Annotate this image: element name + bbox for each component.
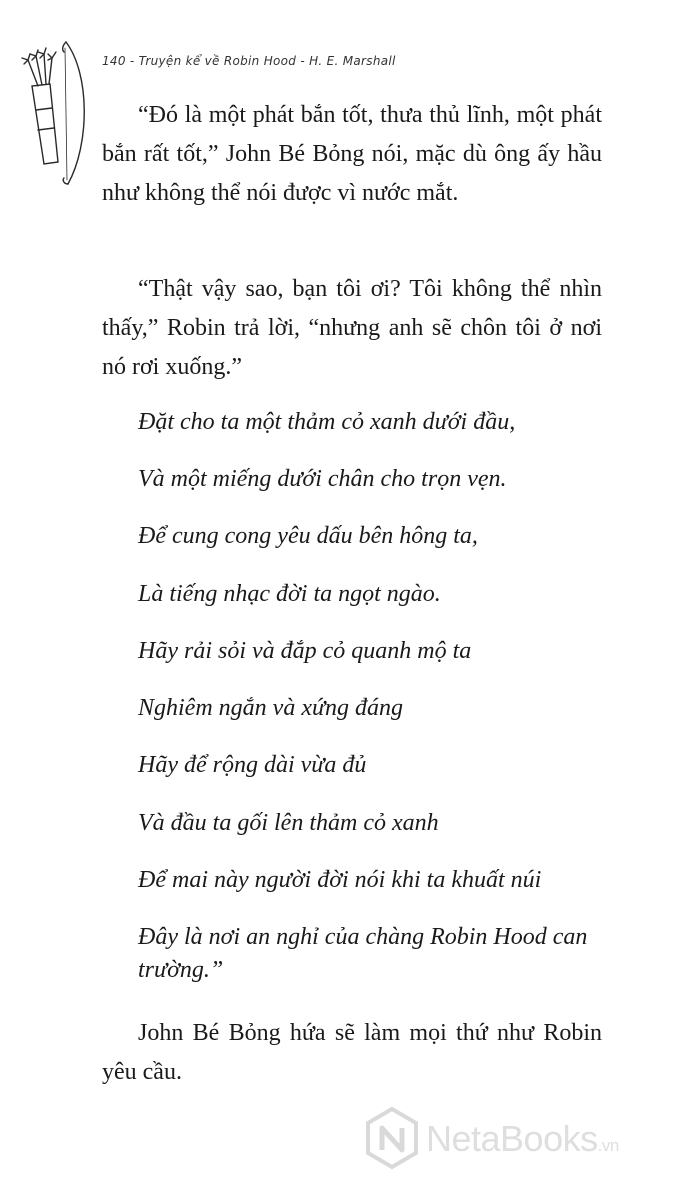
verse-line: Và một miếng dưới chân cho trọn vẹn. — [138, 466, 507, 492]
verse-line: Hãy rải sỏi và đắp cỏ quanh mộ ta — [138, 638, 472, 664]
watermark-text: NetaBooks.vn — [426, 1118, 619, 1159]
running-header: 140 - Truyện kể về Robin Hood - H. E. Marshall — [102, 54, 396, 68]
verse-line: Để cung cong yêu dấu bên hông ta, — [138, 523, 478, 549]
paragraph: John Bé Bỏng hứa sẽ làm mọi thứ như Robin yêu cầu. — [102, 1020, 602, 1085]
bow-and-quiver-icon — [18, 34, 88, 194]
verse-line: Là tiếng nhạc đời ta ngọt ngào. — [138, 581, 441, 607]
verse-line: Và đầu ta gối lên thảm cỏ xanh — [138, 810, 439, 836]
netabooks-watermark — [364, 1104, 684, 1174]
verse-line: Để mai này người đời nói khi ta khuất núi — [138, 867, 542, 893]
netabooks-logo-icon — [364, 1106, 420, 1170]
verse-line: Nghiêm ngắn và xứng đáng — [138, 695, 404, 721]
verse-line: Đây là nơi an nghỉ của chàng Robin Hood can trường.” — [138, 924, 588, 983]
paragraph: “Thật vậy sao, bạn tôi ơi? Tôi không thể nhìn thấy,” Robin trả lời, “nhưng anh sẽ chôn tôi ở nơi nó rơi xuống.” — [102, 276, 602, 380]
verse-line: Đặt cho ta một thảm cỏ xanh dưới đầu, — [138, 409, 516, 435]
paragraph: “Đó là một phát bắn tốt, thưa thủ lĩnh, một phát bắn rất tốt,” John Bé Bỏng nói, mặc dù ông ấy hầu như không thể nói được vì nước mắt. — [102, 102, 602, 206]
verse-line: Hãy để rộng dài vừa đủ — [138, 752, 367, 778]
